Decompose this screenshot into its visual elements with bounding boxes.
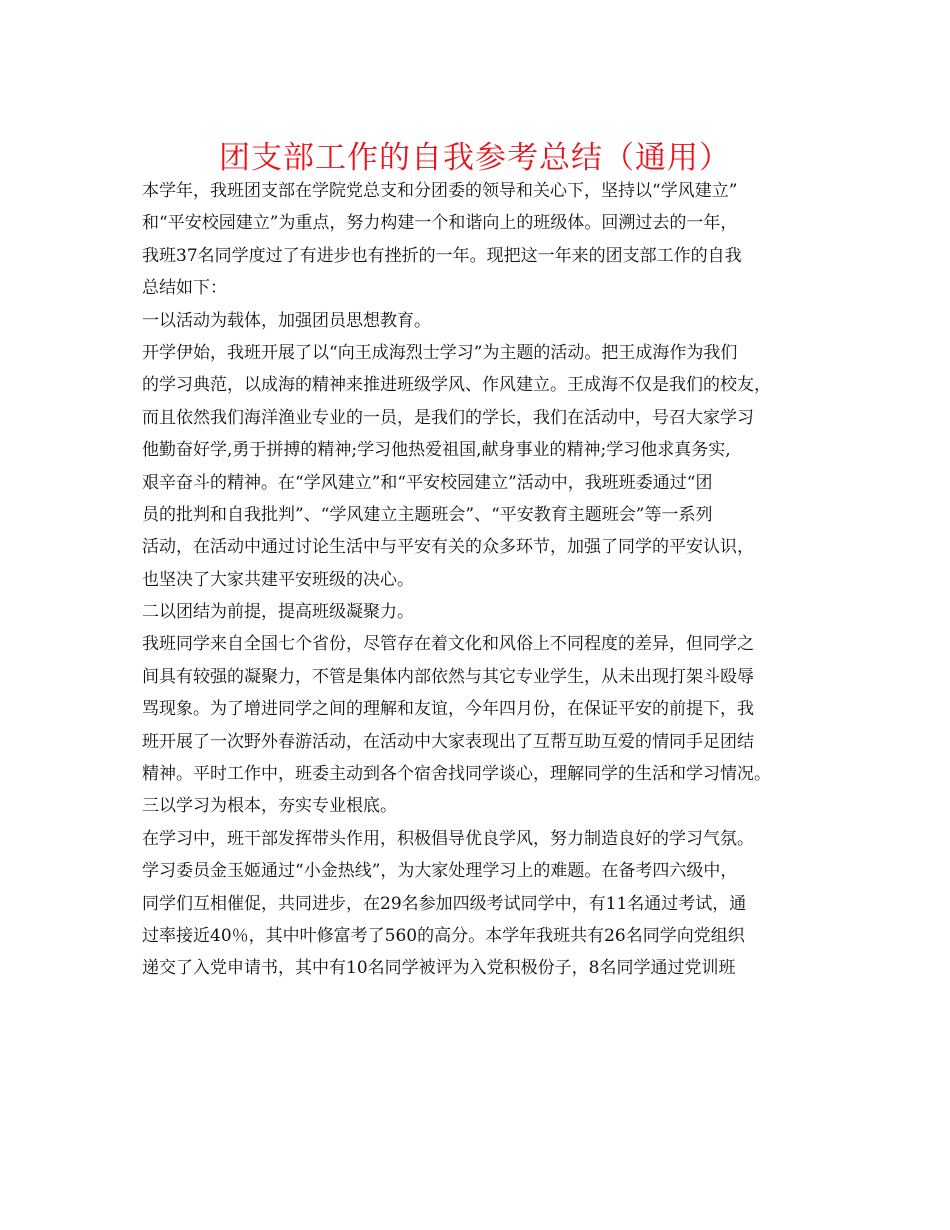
- paragraph-line: 二以团结为前提，提高班级凝聚力。: [142, 602, 414, 623]
- paragraph-line: 开学伊始，我班开展了以“向王成海烈士学习”为主题的活动。把王成海作为我们: [142, 342, 738, 363]
- paragraph-line: 和“平安校园建立”为重点，努力构建一个和谐向上的班级体。回溯过去的一年，: [142, 213, 738, 234]
- paragraph-line: 我班37名同学度过了有进步也有挫折的一年。现把这一年来的团支部工作的自我: [142, 245, 742, 266]
- paragraph-line: 的学习典范，以成海的精神来推进班级学风、作风建立。王成海不仅是我们的校友，: [142, 375, 771, 396]
- paragraph-line: 三以学习为根本，夯实专业根底。: [142, 796, 397, 817]
- paragraph-line: 在学习中，班干部发挥带头作用，积极倡导优良学风，努力制造良好的学习气氛。: [142, 828, 754, 849]
- paragraph-line: 骂现象。为了增进同学之间的理解和友谊，今年四月份，在保证平安的前提下，我: [142, 699, 754, 720]
- paragraph-line: 也坚决了大家共建平安班级的决心。: [142, 569, 414, 590]
- paragraph-line: 我班同学来自全国七个省份，尽管存在着文化和风俗上不同程度的差异，但同学之: [142, 634, 754, 655]
- paragraph-line: 一以活动为载体，加强团员思想教育。: [142, 310, 431, 331]
- paragraph-line: 同学们互相催促，共同进步，在29名参加四级考试同学中，有11名通过考试，通: [142, 893, 747, 914]
- paragraph-line: 精神。平时工作中，班委主动到各个宿舍找同学谈心，理解同学的生活和学习情况。: [142, 764, 771, 785]
- paragraph-line: 而且依然我们海洋渔业专业的一员，是我们的学长，我们在活动中，号召大家学习: [142, 407, 754, 428]
- paragraph-line: 员的批判和自我批判”、“学风建立主题班会”、“平安教育主题班会”等一系列: [142, 504, 713, 525]
- paragraph-line: 活动，在活动中通过讨论生活中与平安有关的众多环节，加强了同学的平安认识，: [142, 537, 754, 558]
- document-title: 团支部工作的自我参考总结（通用）: [219, 140, 731, 176]
- document-body: [142, 175, 832, 985]
- paragraph-line: 间具有较强的凝聚力，不管是集体内部依然与其它专业学生，从未出现打架斗殴辱: [142, 666, 754, 687]
- paragraph-line: 艰辛奋斗的精神。在“学风建立”和“平安校园建立”活动中，我班班委通过“团: [142, 472, 713, 493]
- paragraph-line: 他勤奋好学,勇于拼搏的精神;学习他热爱祖国,献身事业的精神;学习他求真务实,: [142, 440, 731, 461]
- paragraph-line: 学习委员金玉姬通过“小金热线”，为大家处理学习上的难题。在备考四六级中，: [142, 861, 738, 882]
- paragraph-line: 本学年，我班团支部在学院党总支和分团委的领导和关心下，坚持以“学风建立”: [142, 181, 738, 201]
- paragraph-line: 总结如下：: [142, 278, 227, 299]
- paragraph-line: 过率接近40％，其中叶修富考了560的高分。本学年我班共有26名同学向党组织: [142, 925, 745, 946]
- paragraph-line: 递交了入党申请书，其中有10名同学被评为入党积极份子，8名同学通过党训班: [142, 958, 736, 979]
- paragraph-line: 班开展了一次野外春游活动，在活动中大家表现出了互帮互助互爱的情同手足团结: [142, 731, 754, 752]
